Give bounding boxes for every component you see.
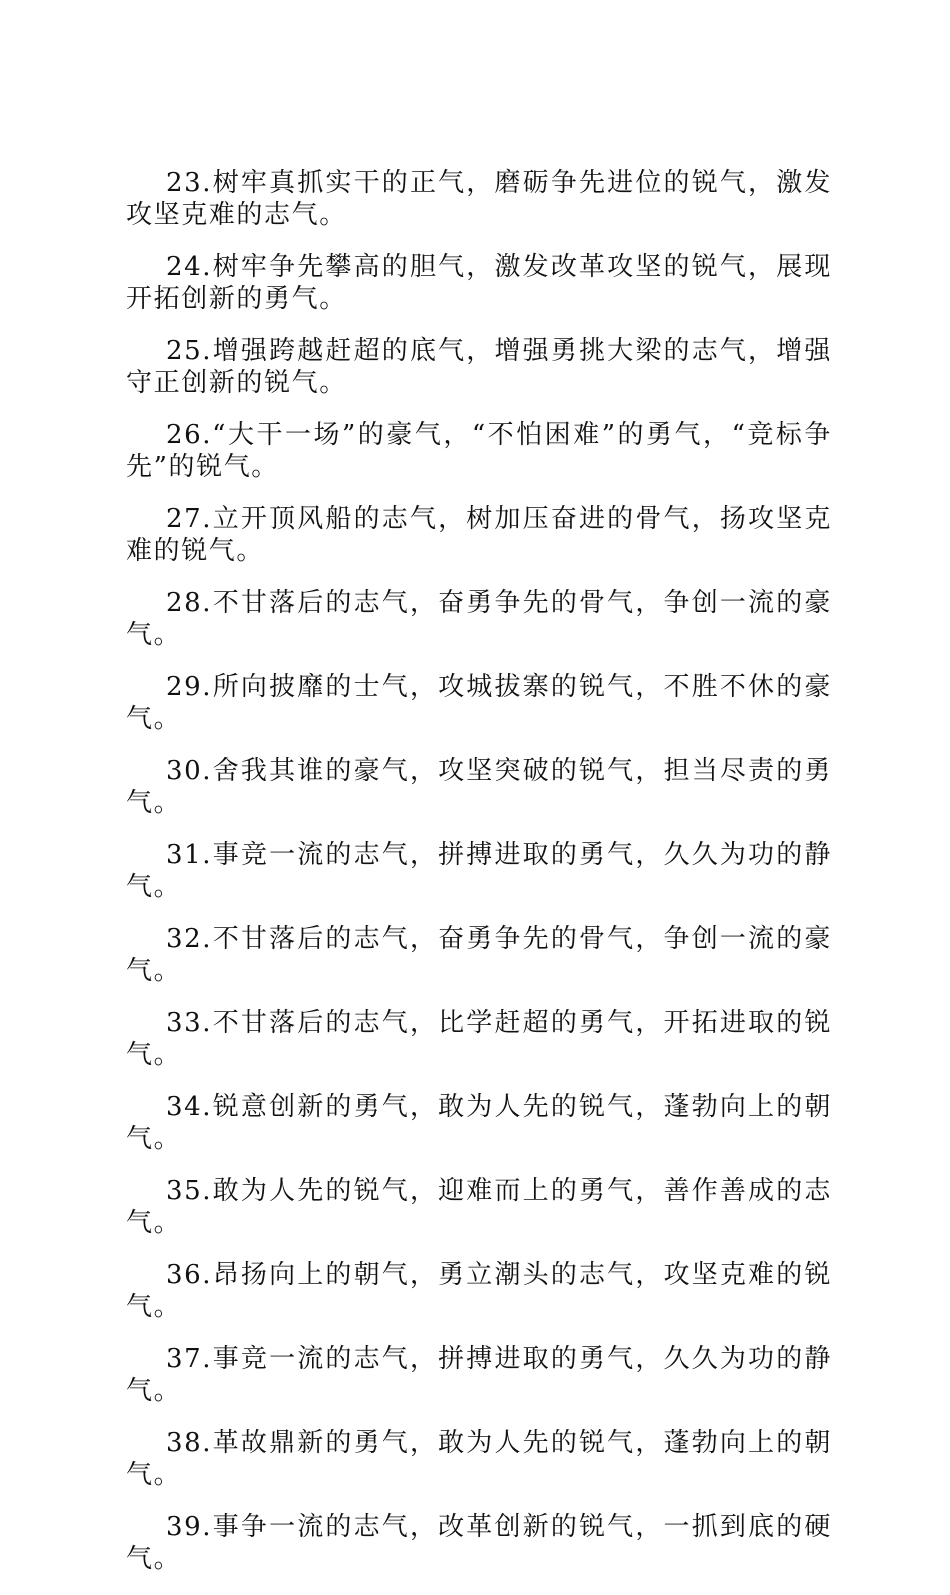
list-item: 26.“大干一场”的豪气，“不怕困难”的勇气，“竞标争先”的锐气。 bbox=[126, 420, 832, 482]
list-item: 37.事竞一流的志气，拼搏进取的勇气，久久为功的静气。 bbox=[126, 1344, 832, 1406]
list-item: 30.舍我其谁的豪气，攻坚突破的锐气，担当尽责的勇气。 bbox=[126, 756, 832, 818]
document-body bbox=[126, 167, 832, 1595]
list-item: 39.事争一流的志气，改革创新的锐气，一抓到底的硬气。 bbox=[126, 1512, 832, 1574]
list-item: 24.树牢争先攀高的胆气，激发改革攻坚的锐气，展现开拓创新的勇气。 bbox=[126, 252, 832, 314]
list-item: 35.敢为人先的锐气，迎难而上的勇气，善作善成的志气。 bbox=[126, 1176, 832, 1238]
list-item: 38.革故鼎新的勇气，敢为人先的锐气，蓬勃向上的朝气。 bbox=[126, 1428, 832, 1490]
list-item: 23.树牢真抓实干的正气，磨砺争先进位的锐气，激发攻坚克难的志气。 bbox=[126, 168, 832, 230]
list-item: 34.锐意创新的勇气，敢为人先的锐气，蓬勃向上的朝气。 bbox=[126, 1092, 832, 1154]
list-item: 29.所向披靡的士气，攻城拔寨的锐气，不胜不休的豪气。 bbox=[126, 672, 832, 734]
list-item: 25.增强跨越赶超的底气，增强勇挑大梁的志气，增强守正创新的锐气。 bbox=[126, 336, 832, 398]
list-item: 28.不甘落后的志气，奋勇争先的骨气，争创一流的豪气。 bbox=[126, 588, 832, 650]
list-item: 31.事竞一流的志气，拼搏进取的勇气，久久为功的静气。 bbox=[126, 840, 832, 902]
list-item: 33.不甘落后的志气，比学赶超的勇气，开拓进取的锐气。 bbox=[126, 1008, 832, 1070]
list-item: 32.不甘落后的志气，奋勇争先的骨气，争创一流的豪气。 bbox=[126, 924, 832, 986]
list-item: 27.立开顶风船的志气，树加压奋进的骨气，扬攻坚克难的锐气。 bbox=[126, 504, 832, 566]
list-item: 36.昂扬向上的朝气，勇立潮头的志气，攻坚克难的锐气。 bbox=[126, 1260, 832, 1322]
